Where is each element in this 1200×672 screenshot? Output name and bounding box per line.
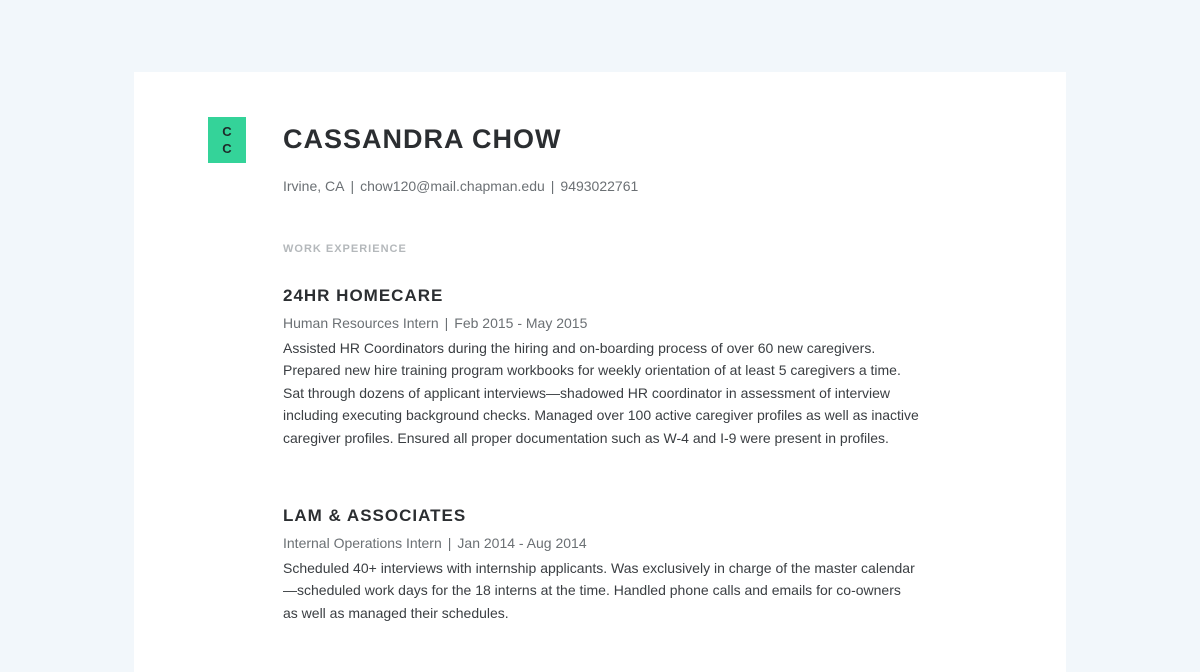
contact-line: [283, 178, 638, 194]
section-title-work-experience: WORK EXPERIENCE: [283, 243, 407, 255]
monogram-initial-first: C: [222, 124, 232, 139]
job-description: Scheduled 40+ interviews with internship applicants. Was exclusively in charge of the master calendar—scheduled work days for the 18 interns at the time. Handled phone calls and emails for co-owners as well as managed their schedules.: [283, 560, 915, 621]
contact-separator: |: [350, 178, 355, 194]
job-meta-separator: |: [444, 315, 449, 331]
job-dates: Jan 2014 - Aug 2014: [457, 535, 587, 551]
job-meta-separator: |: [447, 535, 452, 551]
contact-email[interactable]: chow120@mail.chapman.edu: [360, 178, 545, 194]
job-meta: [283, 534, 923, 552]
monogram-logo: [208, 117, 246, 163]
resume-sheet: [134, 72, 1066, 672]
candidate-name: CASSANDRA CHOW: [283, 124, 562, 154]
contact-location: Irvine, CA: [283, 178, 345, 194]
job-entry: [283, 505, 923, 624]
job-role: Human Resources Intern: [283, 315, 439, 331]
job-company: 24HR HOMECARE: [283, 286, 444, 305]
job-meta: [283, 314, 923, 332]
job-entry: [283, 285, 923, 449]
job-description: Assisted HR Coordinators during the hiring and on-boarding process of over 60 new caregivers. Prepared new hire training program workbooks for weekly orientation of at least 5 caregivers a time. Sat through dozens of applicant interviews—shadowed HR coordinator in assessment of interview including executing background checks. Managed over 100 active caregiver profiles as well as inactive caregiver profiles. Ensured all proper documentation such as W-4 and I-9 were present in profiles.: [283, 340, 919, 446]
contact-phone[interactable]: 9493022761: [560, 178, 639, 194]
job-role: Internal Operations Intern: [283, 535, 442, 551]
job-dates: Feb 2015 - May 2015: [454, 315, 588, 331]
job-company: LAM & ASSOCIATES: [283, 506, 467, 525]
contact-separator: |: [550, 178, 555, 194]
monogram-initial-last: C: [222, 141, 232, 156]
